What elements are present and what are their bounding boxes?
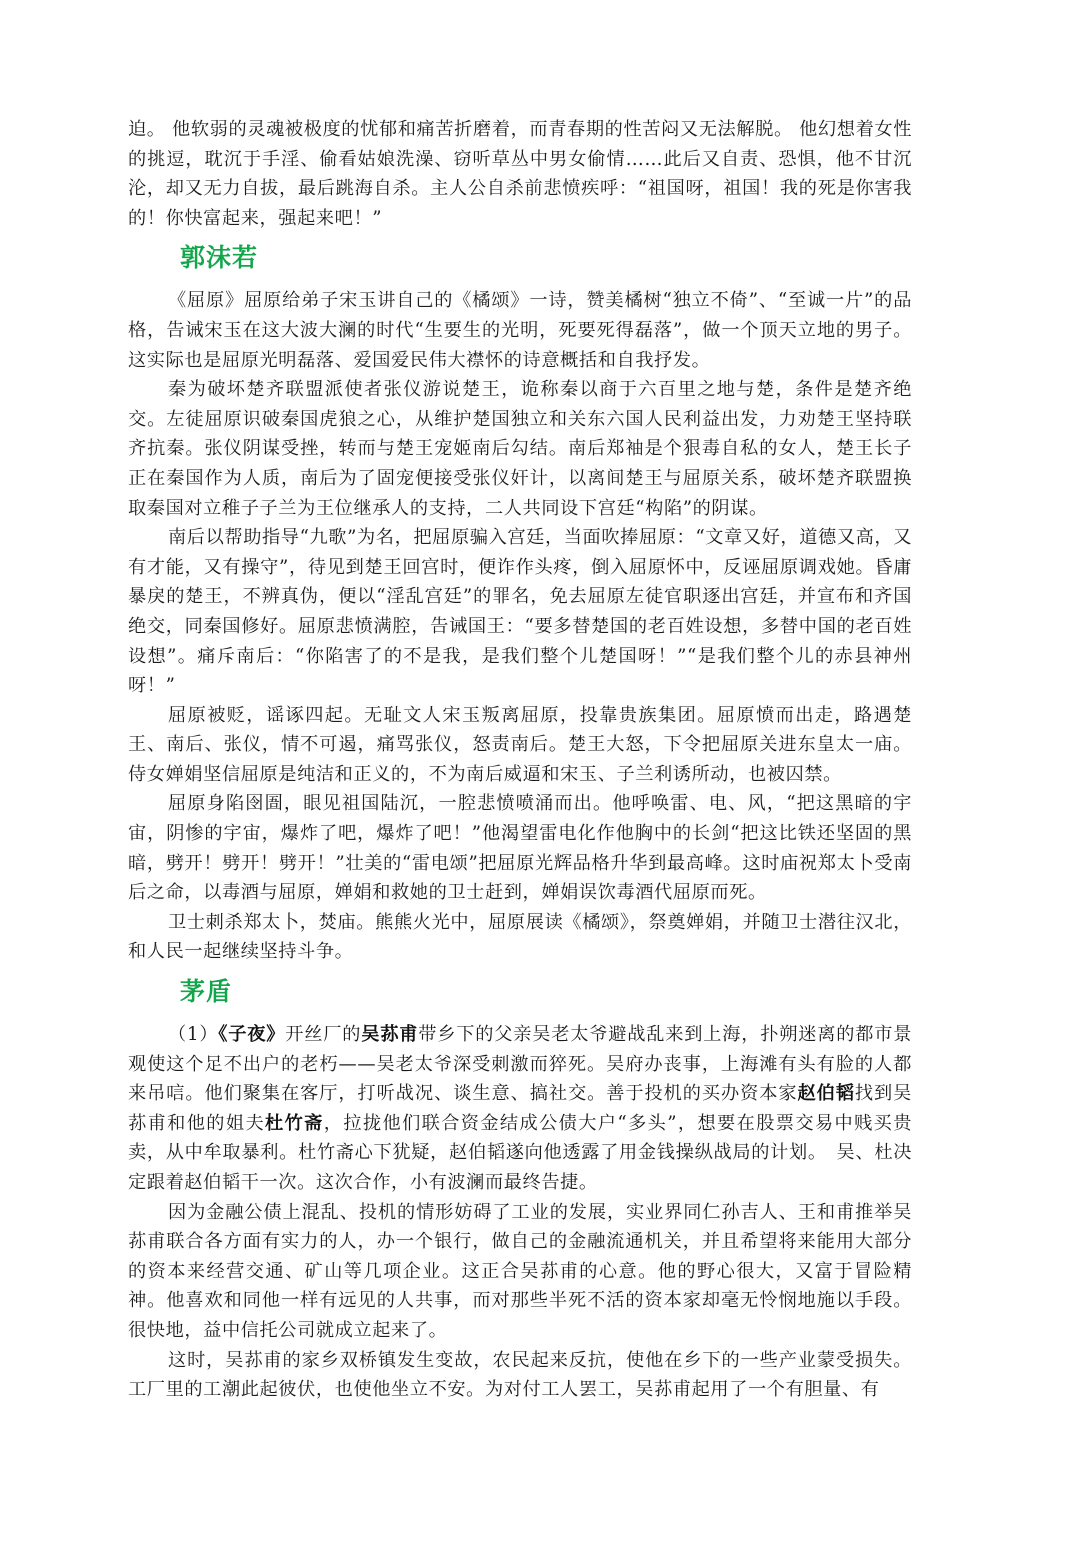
section-heading-mao-dun: 茅盾 — [180, 977, 233, 1007]
guo-paragraph-1-text: 屈原给弟子宋玉讲自己的《橘颂》一诗，赞美橘树“独立不倚”、“至诚一片”的品格，告诫宋玉在这大波大澜的时代“生要生的光明，死要死得磊落”，做一个顶天立地的男子。这实际也是屈原光明磊落、爱国爱民伟大襟怀的诗意概括和自我抒发。 — [128, 290, 912, 371]
mao-paragraph-1-text-d: ，拉拢他们联合资金结成公债大户“多头”，想要在股票交易中贱买贵卖，从中牟取暴利。杜竹斋心下犹疑，赵伯韬遂向他透露了用金钱操纵战局的计划。 吴、杜决定跟着赵伯韬干一次。这次合作，小有波澜而最终告捷。 — [128, 1112, 913, 1193]
guo-paragraph-4: 屈原被贬，谣诼四起。无耻文人宋玉叛离屈原，投靠贵族集团。屈原愤而出走，路遇楚王、南后、张仪，情不可遏，痛骂张仪，怒责南后。楚王大怒，下令把屈原关进东皇太一庙。侍女婵娟坚信屈原是纯洁和正义的，不为南后威逼和宋玉、子兰利诱所动，也被囚禁。 — [128, 704, 912, 785]
mao-paragraph-1 — [128, 1020, 912, 1198]
guo-paragraph-2: 秦为破坏楚齐联盟派使者张仪游说楚王，诡称秦以商于六百里之地与楚，条件是楚齐绝交。左徒屈原识破秦国虎狼之心，从维护楚国独立和关东六国人民利益出发，力劝楚王坚持联齐抗秦。张仪阴谋受挫，转而与楚王宠姬南后勾结。南后郑袖是个狠毒自私的女人，楚王长子正在秦国作为人质，南后为了固宠便接受张仪奸计，以离间楚王与屈原关系，破坏楚齐联盟换取秦国对立稚子子兰为王位继承人的支持，二人共同设下宫廷“构陷”的阴谋。 — [128, 379, 912, 519]
guo-paragraph-6: 卫士刺杀郑太卜，焚庙。熊熊火光中，屈原展读《橘颂》，祭奠婵娟，并随卫士潜往汉北，和人民一起继续坚持斗争。 — [128, 911, 912, 963]
character-name-du-zhuzhai: 杜竹斋 — [265, 1112, 324, 1134]
character-name-wu-sunfu: 吴荪甫 — [361, 1024, 419, 1046]
work-title-quyuan: 《屈原》 — [168, 290, 245, 312]
guo-paragraph-5: 屈原身陷囹圄，眼见祖国陆沉，一腔悲愤喷涌而出。他呼唤雷、电、风，“把这黑暗的宇宙，阴惨的宇宙，爆炸了吧，爆炸了吧！”他渴望雷电化作他胸中的长剑“把这比铁还坚固的黑暗，劈开！劈开！劈开！”壮美的“雷电颂”把屈原光辉品格升华到最高峰。这时庙祝郑太卜受南后之命，以毒酒与屈原，婵娟和救她的卫士赶到，婵娟误饮毒酒代屈原而死。 — [128, 793, 912, 904]
guo-paragraph-3: 南后以帮助指导“九歌”为名，把屈原骗入宫廷，当面吹捧屈原：“文章又好，道德又高，又有才能，又有操守”，待见到楚王回宫时，便诈作头疼，倒入屈原怀中，反诬屈原调戏她。昏庸暴戾的楚王，不辨真伪，便以“淫乱宫廷”的罪名，免去屈原左徒官职逐出宫廷，并宣布和齐国绝交，同秦国修好。屈原悲愤满腔，告诫国王：“要多替楚国的老百姓设想，多替中国的老百姓设想”。痛斥南后：“你陷害了的不是我，是我们整个儿楚国呀！”“是我们整个儿的赤县神州呀！” — [128, 527, 912, 697]
work-title-ziye: 《子夜》 — [218, 1024, 286, 1046]
mao-paragraph-1-text-a: 开丝厂的 — [285, 1024, 362, 1046]
mao-paragraph-2: 因为金融公债上混乱、投机的情形妨碍了工业的发展，实业界同仁孙吉人、王和甫推举吴荪甫联合各方面有实力的人，办一个银行，做自己的金融流通机关，并且希望将来能用大部分的资本来经营交通、矿山等几项企业。这正合吴荪甫的心意。他的野心很大，又富于冒险精神。他喜欢和同他一样有远见的人共事，而对那些半死不活的资本家却毫无怜悯地施以手段。很快地，益中信托公司就成立起来了。 — [128, 1201, 912, 1341]
guo-paragraph-1 — [128, 286, 912, 375]
mao-paragraph-3: 这时，吴荪甫的家乡双桥镇发生变故，农民起来反抗，使他在乡下的一些产业蒙受损失。工厂里的工潮此起彼伏，也使他坐立不安。为对付工人罢工，吴荪甫起用了一个有胆量、有 — [128, 1349, 912, 1401]
intro-paragraph: 迫。 他软弱的灵魂被极度的忧郁和痛苦折磨着，而青春期的性苦闷又无法解脱。 他幻想着女性的挑逗，耽沉于手淫、偷看姑娘洗澡、窃听草丛中男女偷情……此后又自责、恐惧，他不甘沉沦，却又无力自拔，最后跳海自杀。主人公自杀前悲愤疾呼：“祖国呀，祖国！我的死是你害我的！你快富起来，强起来吧！” — [128, 119, 912, 229]
character-name-zhao-botao: 赵伯韬 — [797, 1083, 855, 1105]
mao-paragraph-1-text-c: 找到吴荪甫和他的姐夫 — [128, 1083, 912, 1134]
mao-paragraph-1-text-b: 带乡下的父亲吴老太爷避战乱来到上海，扑朔迷离的都市景观使这个足不出户的老朽——吴老太爷深受刺激而猝死。吴府办丧事，上海滩有头有脸的人都来吊唁。他们聚集在客厅，打听战况、谈生意、搞社交。善于投机的买办资本家 — [128, 1024, 912, 1105]
item-number: （1） — [168, 1024, 219, 1046]
section-heading-guo-moruo: 郭沫若 — [180, 243, 259, 273]
